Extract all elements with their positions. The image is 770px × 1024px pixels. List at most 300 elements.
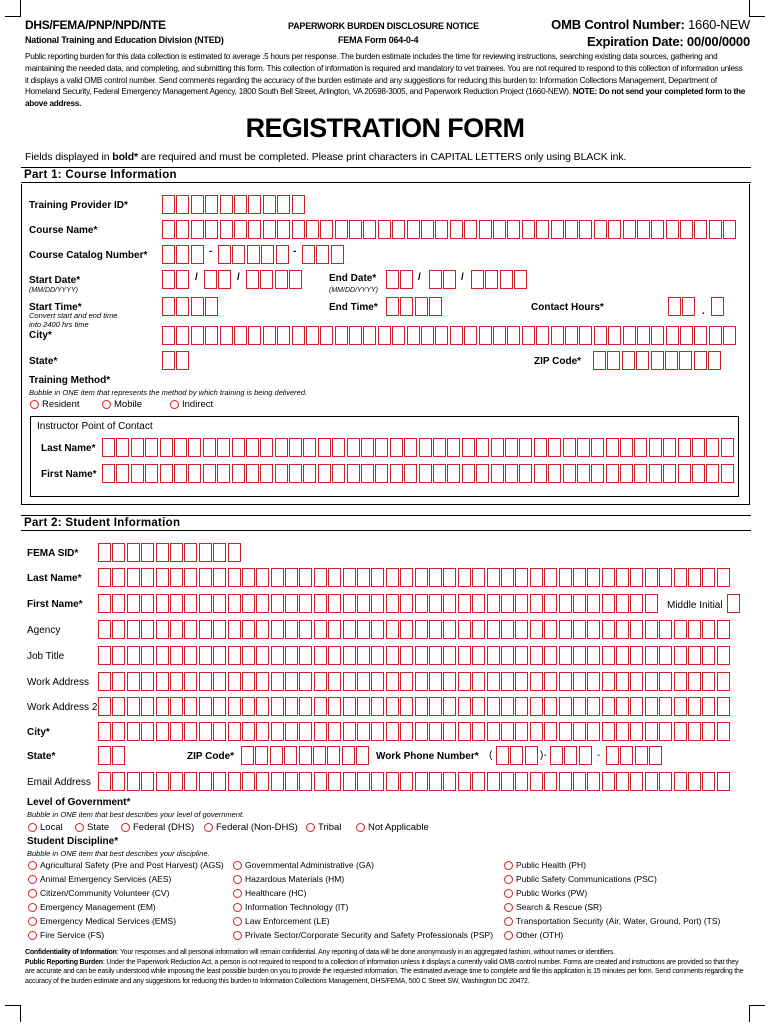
char-box[interactable]: [630, 594, 643, 613]
char-box[interactable]: [184, 646, 197, 665]
char-box[interactable]: [203, 464, 216, 483]
char-box[interactable]: [162, 245, 175, 264]
char-box[interactable]: [232, 464, 245, 483]
char-box[interactable]: [702, 646, 715, 665]
char-box[interactable]: [170, 697, 183, 716]
catalog-part-1[interactable]: [162, 245, 205, 264]
char-box[interactable]: [328, 620, 341, 639]
char-box[interactable]: [688, 646, 701, 665]
char-box[interactable]: [415, 620, 428, 639]
char-box[interactable]: [717, 672, 730, 691]
char-box[interactable]: [717, 772, 730, 791]
work-address-2-input[interactable]: [98, 697, 731, 716]
char-box[interactable]: [260, 464, 273, 483]
char-box[interactable]: [659, 672, 672, 691]
char-box[interactable]: [141, 543, 154, 562]
char-box[interactable]: [591, 438, 604, 457]
char-box[interactable]: [458, 697, 471, 716]
char-box[interactable]: [271, 722, 284, 741]
char-box[interactable]: [127, 646, 140, 665]
char-box[interactable]: [386, 297, 399, 316]
char-box[interactable]: [386, 772, 399, 791]
char-box[interactable]: [112, 772, 125, 791]
char-box[interactable]: [141, 568, 154, 587]
level-federal-non-dhs[interactable]: [204, 822, 298, 833]
char-box[interactable]: [514, 270, 527, 289]
char-box[interactable]: [285, 722, 298, 741]
char-box[interactable]: [356, 746, 369, 765]
char-box[interactable]: [458, 568, 471, 587]
discipline-option[interactable]: [233, 916, 330, 926]
phone-line[interactable]: [606, 746, 664, 765]
char-box[interactable]: [579, 746, 592, 765]
char-box[interactable]: [256, 620, 269, 639]
char-box[interactable]: [573, 697, 586, 716]
level-local[interactable]: [28, 822, 63, 833]
char-box[interactable]: [400, 772, 413, 791]
char-box[interactable]: [674, 697, 687, 716]
char-box[interactable]: [479, 326, 492, 345]
char-box[interactable]: [156, 568, 169, 587]
char-box[interactable]: [551, 220, 564, 239]
char-box[interactable]: [328, 722, 341, 741]
char-box[interactable]: [242, 620, 255, 639]
char-box[interactable]: [127, 568, 140, 587]
char-box[interactable]: [191, 220, 204, 239]
char-box[interactable]: [679, 351, 692, 370]
char-box[interactable]: [242, 568, 255, 587]
char-box[interactable]: [519, 438, 532, 457]
char-box[interactable]: [349, 220, 362, 239]
char-box[interactable]: [507, 326, 520, 345]
char-box[interactable]: [665, 351, 678, 370]
char-box[interactable]: [332, 438, 345, 457]
char-box[interactable]: [112, 594, 125, 613]
char-box[interactable]: [170, 594, 183, 613]
char-box[interactable]: [390, 464, 403, 483]
char-box[interactable]: [522, 326, 535, 345]
char-box[interactable]: [501, 772, 514, 791]
char-box[interactable]: [199, 543, 212, 562]
char-box[interactable]: [285, 620, 298, 639]
char-box[interactable]: [255, 746, 268, 765]
char-box[interactable]: [692, 438, 705, 457]
char-box[interactable]: [458, 722, 471, 741]
phone-prefix[interactable]: [550, 746, 593, 765]
char-box[interactable]: [501, 568, 514, 587]
char-box[interactable]: [299, 646, 312, 665]
char-box[interactable]: [674, 568, 687, 587]
char-box[interactable]: [702, 672, 715, 691]
char-box[interactable]: [256, 772, 269, 791]
char-box[interactable]: [213, 646, 226, 665]
char-box[interactable]: [275, 464, 288, 483]
char-box[interactable]: [443, 594, 456, 613]
char-box[interactable]: [271, 594, 284, 613]
char-box[interactable]: [371, 697, 384, 716]
catalog-part-3[interactable]: [302, 245, 345, 264]
char-box[interactable]: [299, 594, 312, 613]
char-box[interactable]: [378, 326, 391, 345]
char-box[interactable]: [443, 646, 456, 665]
discipline-option[interactable]: [28, 888, 169, 898]
city-input[interactable]: [162, 326, 738, 345]
char-box[interactable]: [289, 464, 302, 483]
char-box[interactable]: [400, 594, 413, 613]
char-box[interactable]: [723, 220, 736, 239]
char-box[interactable]: [421, 326, 434, 345]
char-box[interactable]: [205, 326, 218, 345]
char-box[interactable]: [131, 438, 144, 457]
char-box[interactable]: [347, 438, 360, 457]
discipline-option[interactable]: [28, 874, 171, 884]
char-box[interactable]: [112, 697, 125, 716]
char-box[interactable]: [176, 351, 189, 370]
end-time-input[interactable]: [386, 297, 444, 316]
char-box[interactable]: [176, 195, 189, 214]
char-box[interactable]: [702, 772, 715, 791]
char-box[interactable]: [98, 543, 111, 562]
char-box[interactable]: [247, 245, 260, 264]
char-box[interactable]: [501, 594, 514, 613]
char-box[interactable]: [634, 464, 647, 483]
char-box[interactable]: [228, 697, 241, 716]
char-box[interactable]: [386, 672, 399, 691]
work-address-input[interactable]: [98, 672, 731, 691]
char-box[interactable]: [505, 438, 518, 457]
char-box[interactable]: [544, 568, 557, 587]
char-box[interactable]: [218, 245, 231, 264]
poc-last-name-input[interactable]: [102, 438, 735, 457]
char-box[interactable]: [184, 568, 197, 587]
char-box[interactable]: [645, 722, 658, 741]
char-box[interactable]: [256, 594, 269, 613]
char-box[interactable]: [343, 594, 356, 613]
char-box[interactable]: [127, 672, 140, 691]
char-box[interactable]: [659, 722, 672, 741]
char-box[interactable]: [228, 646, 241, 665]
char-box[interactable]: [708, 351, 721, 370]
char-box[interactable]: [248, 220, 261, 239]
char-box[interactable]: [263, 326, 276, 345]
char-box[interactable]: [246, 438, 259, 457]
char-box[interactable]: [651, 351, 664, 370]
char-box[interactable]: [680, 326, 693, 345]
char-box[interactable]: [242, 594, 255, 613]
char-box[interactable]: [534, 464, 547, 483]
char-box[interactable]: [314, 772, 327, 791]
char-box[interactable]: [587, 697, 600, 716]
char-box[interactable]: [328, 594, 341, 613]
char-box[interactable]: [620, 438, 633, 457]
char-box[interactable]: [458, 772, 471, 791]
char-box[interactable]: [213, 594, 226, 613]
char-box[interactable]: [645, 594, 658, 613]
char-box[interactable]: [98, 672, 111, 691]
char-box[interactable]: [579, 220, 592, 239]
student-zip-input[interactable]: [241, 746, 371, 765]
char-box[interactable]: [559, 772, 572, 791]
char-box[interactable]: [688, 620, 701, 639]
char-box[interactable]: [314, 672, 327, 691]
char-box[interactable]: [447, 464, 460, 483]
char-box[interactable]: [204, 270, 217, 289]
char-box[interactable]: [510, 746, 523, 765]
char-box[interactable]: [472, 772, 485, 791]
char-box[interactable]: [363, 326, 376, 345]
char-box[interactable]: [127, 722, 140, 741]
char-box[interactable]: [606, 746, 619, 765]
char-box[interactable]: [487, 568, 500, 587]
char-box[interactable]: [458, 672, 471, 691]
char-box[interactable]: [98, 722, 111, 741]
char-box[interactable]: [242, 697, 255, 716]
char-box[interactable]: [476, 438, 489, 457]
char-box[interactable]: [659, 697, 672, 716]
char-box[interactable]: [608, 326, 621, 345]
char-box[interactable]: [141, 620, 154, 639]
char-box[interactable]: [271, 646, 284, 665]
char-box[interactable]: [573, 594, 586, 613]
char-box[interactable]: [303, 464, 316, 483]
char-box[interactable]: [145, 464, 158, 483]
char-box[interactable]: [299, 772, 312, 791]
char-box[interactable]: [276, 245, 289, 264]
char-box[interactable]: [602, 722, 615, 741]
char-box[interactable]: [184, 697, 197, 716]
char-box[interactable]: [723, 326, 736, 345]
char-box[interactable]: [112, 722, 125, 741]
char-box[interactable]: [487, 697, 500, 716]
char-box[interactable]: [616, 568, 629, 587]
char-box[interactable]: [668, 297, 681, 316]
char-box[interactable]: [156, 646, 169, 665]
char-box[interactable]: [487, 594, 500, 613]
discipline-option[interactable]: [233, 902, 348, 912]
char-box[interactable]: [303, 438, 316, 457]
char-box[interactable]: [487, 722, 500, 741]
char-box[interactable]: [170, 722, 183, 741]
char-box[interactable]: [98, 746, 111, 765]
char-box[interactable]: [386, 568, 399, 587]
char-box[interactable]: [248, 326, 261, 345]
char-box[interactable]: [112, 568, 125, 587]
char-box[interactable]: [141, 594, 154, 613]
char-box[interactable]: [587, 568, 600, 587]
char-box[interactable]: [400, 620, 413, 639]
char-box[interactable]: [522, 220, 535, 239]
char-box[interactable]: [371, 620, 384, 639]
char-box[interactable]: [429, 697, 442, 716]
char-box[interactable]: [285, 672, 298, 691]
char-box[interactable]: [472, 722, 485, 741]
char-box[interactable]: [530, 568, 543, 587]
char-box[interactable]: [343, 772, 356, 791]
char-box[interactable]: [205, 195, 218, 214]
char-box[interactable]: [602, 672, 615, 691]
char-box[interactable]: [544, 672, 557, 691]
char-box[interactable]: [550, 746, 563, 765]
char-box[interactable]: [242, 722, 255, 741]
char-box[interactable]: [602, 620, 615, 639]
char-box[interactable]: [400, 697, 413, 716]
char-box[interactable]: [616, 672, 629, 691]
char-box[interactable]: [127, 620, 140, 639]
char-box[interactable]: [717, 722, 730, 741]
training-provider-id-input[interactable]: [162, 195, 306, 214]
char-box[interactable]: [630, 646, 643, 665]
char-box[interactable]: [651, 220, 664, 239]
char-box[interactable]: [587, 620, 600, 639]
char-box[interactable]: [450, 220, 463, 239]
char-box[interactable]: [277, 326, 290, 345]
char-box[interactable]: [184, 722, 197, 741]
char-box[interactable]: [98, 620, 111, 639]
char-box[interactable]: [246, 270, 259, 289]
char-box[interactable]: [191, 297, 204, 316]
char-box[interactable]: [622, 351, 635, 370]
char-box[interactable]: [429, 772, 442, 791]
char-box[interactable]: [515, 772, 528, 791]
char-box[interactable]: [404, 438, 417, 457]
char-box[interactable]: [371, 646, 384, 665]
char-box[interactable]: [458, 594, 471, 613]
char-box[interactable]: [263, 220, 276, 239]
level-tribal[interactable]: [306, 822, 341, 833]
char-box[interactable]: [275, 438, 288, 457]
char-box[interactable]: [141, 772, 154, 791]
char-box[interactable]: [357, 722, 370, 741]
char-box[interactable]: [199, 672, 212, 691]
char-box[interactable]: [472, 672, 485, 691]
char-box[interactable]: [620, 746, 633, 765]
char-box[interactable]: [616, 594, 629, 613]
char-box[interactable]: [464, 326, 477, 345]
char-box[interactable]: [213, 772, 226, 791]
char-box[interactable]: [530, 672, 543, 691]
char-box[interactable]: [292, 195, 305, 214]
job-title-input[interactable]: [98, 646, 731, 665]
course-name-input[interactable]: [162, 220, 738, 239]
char-box[interactable]: [536, 220, 549, 239]
char-box[interactable]: [256, 672, 269, 691]
char-box[interactable]: [694, 326, 707, 345]
char-box[interactable]: [415, 568, 428, 587]
char-box[interactable]: [98, 697, 111, 716]
char-box[interactable]: [156, 722, 169, 741]
char-box[interactable]: [525, 746, 538, 765]
char-box[interactable]: [275, 270, 288, 289]
char-box[interactable]: [616, 620, 629, 639]
email-input[interactable]: [98, 772, 731, 791]
char-box[interactable]: [591, 464, 604, 483]
char-box[interactable]: [314, 697, 327, 716]
char-box[interactable]: [170, 568, 183, 587]
char-box[interactable]: [435, 220, 448, 239]
char-box[interactable]: [721, 464, 734, 483]
char-box[interactable]: [271, 772, 284, 791]
char-box[interactable]: [314, 620, 327, 639]
char-box[interactable]: [706, 438, 719, 457]
char-box[interactable]: [674, 620, 687, 639]
char-box[interactable]: [496, 746, 509, 765]
char-box[interactable]: [515, 620, 528, 639]
char-box[interactable]: [314, 594, 327, 613]
char-box[interactable]: [112, 646, 125, 665]
char-box[interactable]: [199, 697, 212, 716]
char-box[interactable]: [659, 772, 672, 791]
char-box[interactable]: [400, 722, 413, 741]
char-box[interactable]: [443, 568, 456, 587]
char-box[interactable]: [674, 672, 687, 691]
char-box[interactable]: [141, 672, 154, 691]
char-box[interactable]: [188, 464, 201, 483]
char-box[interactable]: [386, 620, 399, 639]
char-box[interactable]: [630, 772, 643, 791]
char-box[interactable]: [694, 220, 707, 239]
char-box[interactable]: [141, 722, 154, 741]
char-box[interactable]: [649, 438, 662, 457]
discipline-option[interactable]: [504, 860, 586, 870]
level-state[interactable]: [75, 822, 109, 833]
char-box[interactable]: [162, 270, 175, 289]
char-box[interactable]: [306, 220, 319, 239]
char-box[interactable]: [320, 326, 333, 345]
char-box[interactable]: [587, 772, 600, 791]
char-box[interactable]: [174, 438, 187, 457]
char-box[interactable]: [680, 220, 693, 239]
char-box[interactable]: [220, 195, 233, 214]
char-box[interactable]: [392, 220, 405, 239]
char-box[interactable]: [184, 772, 197, 791]
poc-first-name-input[interactable]: [102, 464, 735, 483]
char-box[interactable]: [320, 220, 333, 239]
char-box[interactable]: [127, 772, 140, 791]
char-box[interactable]: [213, 697, 226, 716]
char-box[interactable]: [228, 772, 241, 791]
char-box[interactable]: [306, 326, 319, 345]
char-box[interactable]: [256, 646, 269, 665]
char-box[interactable]: [501, 722, 514, 741]
char-box[interactable]: [649, 464, 662, 483]
char-box[interactable]: [573, 620, 586, 639]
char-box[interactable]: [213, 722, 226, 741]
start-date-day[interactable]: [204, 270, 233, 289]
char-box[interactable]: [721, 438, 734, 457]
char-box[interactable]: [156, 697, 169, 716]
char-box[interactable]: [602, 646, 615, 665]
char-box[interactable]: [170, 772, 183, 791]
first-name-input[interactable]: [98, 594, 659, 613]
discipline-option[interactable]: [504, 888, 587, 898]
char-box[interactable]: [271, 568, 284, 587]
char-box[interactable]: [559, 568, 572, 587]
char-box[interactable]: [717, 568, 730, 587]
state-input[interactable]: [162, 351, 191, 370]
char-box[interactable]: [663, 438, 676, 457]
char-box[interactable]: [203, 438, 216, 457]
char-box[interactable]: [228, 568, 241, 587]
char-box[interactable]: [435, 326, 448, 345]
char-box[interactable]: [228, 594, 241, 613]
char-box[interactable]: [637, 220, 650, 239]
char-box[interactable]: [328, 646, 341, 665]
char-box[interactable]: [145, 438, 158, 457]
char-box[interactable]: [357, 620, 370, 639]
char-box[interactable]: [637, 326, 650, 345]
char-box[interactable]: [587, 722, 600, 741]
char-box[interactable]: [464, 220, 477, 239]
